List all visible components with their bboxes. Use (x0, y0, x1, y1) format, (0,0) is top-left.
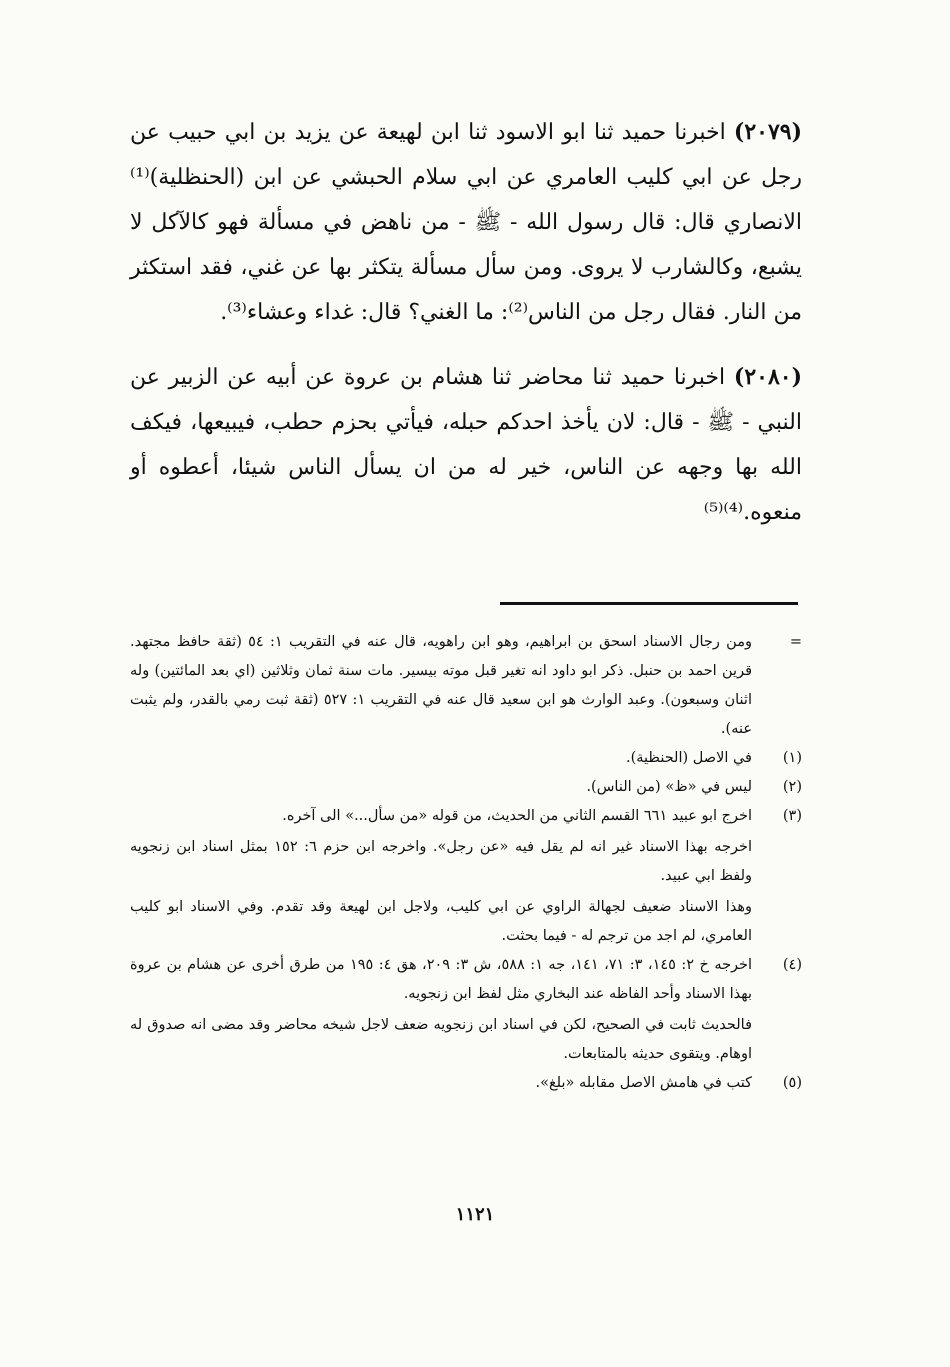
footnote-paragraph: ليس في «ظ» (من الناس). (586, 779, 752, 795)
footnote-5 (130, 1069, 802, 1098)
footnote-text (130, 628, 752, 744)
footnote-separator (500, 602, 798, 605)
footnote-mark: = (789, 634, 802, 650)
footnote-paragraph: اخرج ابو عبيد ٦٦١ القسم الثاني من الحديث، من قوله «من سأل...» الى آخره. (282, 808, 752, 824)
hadith-text: اخبرنا حميد ثنا ابو الاسود ثنا ابن لهيعة عن يزيد بن ابي حبيب عن رجل عن ابي كليب العامري عن ابي سلام الحبشي عن ابن (الحنظلية)⁽¹⁾ الانصاري قال: قال رسول الله - ﷺ - من ناهض في مسألة فهو كالآكل لا يشبع، وكالشارب لا يروى. ومن سأل مسألة يتكثر بها عن غني، فقد استكثر من النار. فقال رجل من الناس⁽²⁾: ما الغني؟ قال: غداء وعشاء⁽³⁾. (130, 120, 802, 325)
hadith-2079 (130, 110, 802, 335)
footnote-mark: (١) (782, 750, 802, 766)
footnote-continuation (130, 628, 802, 744)
footnote-mark: (٥) (782, 1075, 802, 1091)
footnote-paragraph: في الاصل (الحنظية). (626, 750, 752, 766)
hadith-2080 (130, 355, 802, 535)
footnote-2 (130, 773, 802, 802)
footnotes (130, 628, 802, 1098)
hadith-text: اخبرنا حميد ثنا محاضر ثنا هشام بن عروة عن أبيه عن الزبير عن النبي - ﷺ - قال: لان يأخذ احدكم حبله، فيأتي بحزم حطب، فيبيعها، فيكف الله بها وجهه عن الناس، خير له من ان يسأل الناس شيئا، أعطوه أو منعوه.⁽⁴⁾⁽⁵⁾ (130, 365, 802, 525)
footnote-paragraph: كتب في هامش الاصل مقابله «بلغ». (535, 1075, 752, 1091)
footnote-paragraph: فالحديث ثابت في الصحيح، لكن في اسناد ابن زنجويه ضعف لاجل شيخه محاضر وقد مضى انه صدوق له اوهام. ويتقوى حديثه بالمتابعات. (130, 1017, 752, 1062)
footnote-text (130, 773, 752, 802)
footnote-text (130, 802, 752, 951)
footnote-text (130, 744, 752, 773)
footnote-3 (130, 802, 802, 951)
footnote-4 (130, 951, 802, 1069)
hadith-number: (٢٠٧٩) (733, 119, 802, 145)
footnote-paragraph: اخرجه بهذا الاسناد غير انه لم يقل فيه «عن رجل». واخرجه ابن حزم ٦: ١٥٢ بمثل اسناد ابن زنجويه ولفظ ابي عبيد. (130, 839, 752, 884)
footnote-paragraph: اخرجه خ ٢: ١٤٥، ٣: ٧١، ١٤١، جه ١: ٥٨٨، ش ٣: ٢٠٩، هق ٤: ١٩٥ من طرق أخرى عن هشام بن عروة بهذا الاسناد وأحد الفاظه عند البخاري مثل لفظ ابن زنجويه. (130, 957, 753, 1002)
page-number: ١١٢١ (455, 1204, 495, 1225)
footnote-mark: (٤) (782, 957, 802, 973)
footnote-paragraph: وهذا الاسناد ضعيف لجهالة الراوي عن ابي كليب، ولاجل ابن لهيعة وقد تقدم. وفي الاسناد ابو كليب العامري، لم اجد من ترجم له - فيما بحثت. (130, 899, 752, 944)
footnote-paragraph: ومن رجال الاسناد اسحق بن ابراهيم، وهو ابن راهويه، قال عنه في التقريب ١: ٥٤ (ثقة حافظ مجتهد. قرين احمد بن حنبل. ذكر ابو داود انه تغير قبل موته بيسير. مات سنة ثمان وثلاثين (اي بعد المائتين) وله اثنان وسبعون). وعبد الوارث هو ابن سعيد قال عنه في التقريب ١: ٥٢٧ (ثقة ثبت رمي بالقدر، ولم يثبت عنه). (130, 634, 752, 737)
footnote-text (130, 951, 752, 1069)
footnote-mark: (٣) (782, 808, 802, 824)
hadith-number: (٢٠٨٠) (733, 364, 802, 390)
footnote-1 (130, 744, 802, 773)
footnote-mark: (٢) (782, 779, 802, 795)
main-text (130, 110, 802, 555)
footnote-text (130, 1069, 752, 1098)
